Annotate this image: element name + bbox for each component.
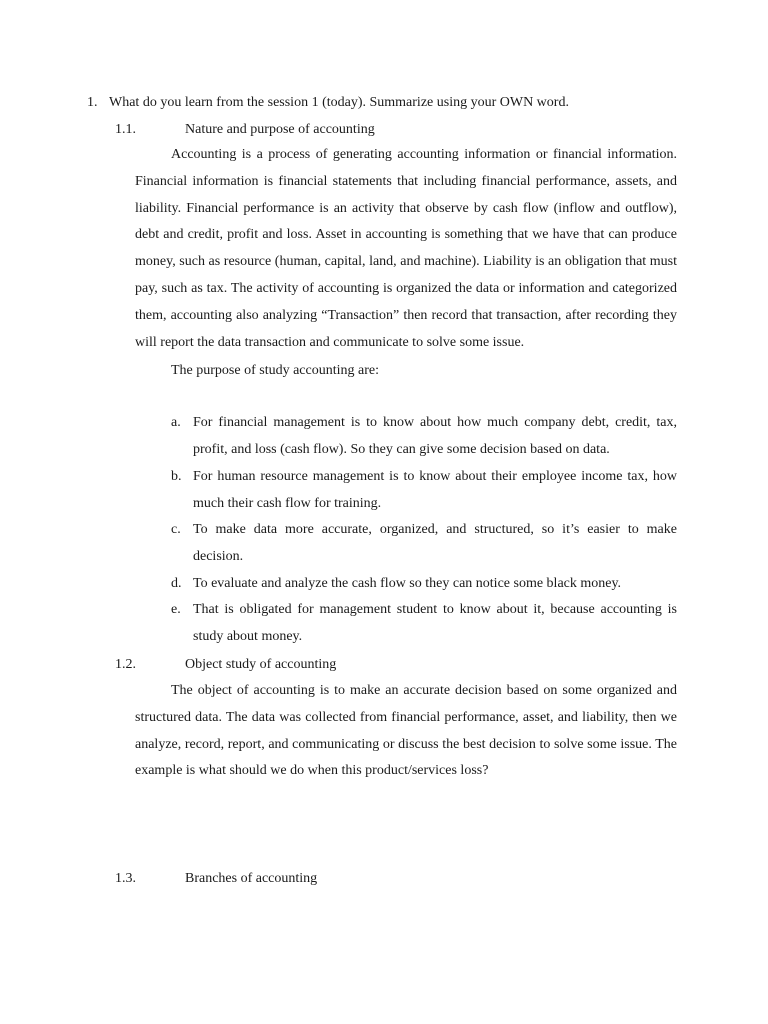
list-text: That is obligated for management student to know about it, because accounting is study about money. (193, 602, 677, 644)
list-text: For financial management is to know about how much company debt, credit, tax, profit, and loss (cash flow). So they can give some decision based on data. (193, 415, 677, 457)
question-text: What do you learn from the session 1 (today). Summarize using your OWN word. (109, 95, 569, 110)
section-title: Branches of accounting (185, 871, 318, 886)
list-marker: d. (171, 576, 182, 591)
list-item (171, 597, 677, 651)
section-number: 1.1. (115, 122, 136, 137)
list-item (171, 517, 677, 571)
list-text: To evaluate and analyze the cash flow so they can notice some black money. (193, 576, 622, 591)
section-title: Nature and purpose of accounting (185, 122, 375, 137)
list-text: For human resource management is to know about their employee income tax, how much their cash flow for training. (193, 469, 677, 511)
purpose-intro: The purpose of study accounting are: (171, 363, 379, 378)
list-marker: c. (171, 522, 181, 537)
list-item (171, 410, 677, 464)
list-marker: a. (171, 415, 181, 430)
section-paragraph: The object of accounting is to make an accurate decision based on some organized and structured data. The data was collected from financial performance, asset, and liability, then we analyze, record, report, and communicating or discuss the best decision to solve some issue. The example is what should we do when this product/services loss? (135, 683, 677, 779)
section-number: 1.3. (115, 871, 136, 886)
question-number: 1. (87, 95, 98, 110)
list-marker: e. (171, 602, 181, 617)
list-marker: b. (171, 469, 182, 484)
section-paragraph: Accounting is a process of generating accounting information or financial information. Financial information is financial statements that including financial performance, assets, and liability. Financial performance is an activity that observe by cash flow (inflow and outflow), debt and credit, profit and loss. Asset in accounting is something that we have that can produce money, such as resource (human, capital, land, and machine). Liability is an obligation that must pay, such as tax. The activity of accounting is organized the data or information and categorized them, accounting also analyzing “Transaction” then record that transaction, after recording they will report the data transaction and communicate to solve some issue. (135, 147, 677, 350)
list-item (171, 571, 677, 598)
section-title: Object study of accounting (185, 657, 337, 672)
section-number: 1.2. (115, 657, 136, 672)
list-item (171, 464, 677, 518)
list-text: To make data more accurate, organized, and structured, so it’s easier to make decision. (193, 522, 677, 564)
